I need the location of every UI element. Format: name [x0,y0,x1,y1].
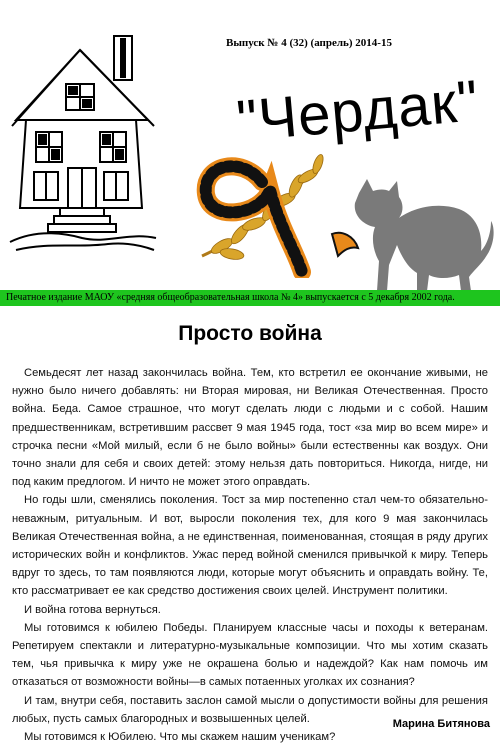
issue-line: Выпуск № 4 (32) (апрель) 2014-15 [226,37,392,49]
house-icon [8,28,158,258]
paragraph: Мы готовимся к Юбилею. Что мы скажем нашим ученикам? [24,731,336,744]
paragraph: Семьдесят лет назад закончилась война. Тем, кто встретил ее окончание живыми, не нужно было ничего добавлять: ни Вторая мировая, ни Великая Отечественная. Просто война. Беда. Самое страшное, что могут сделать люди с людьми и с собой. Нашим предшественникам, встретившим рассвет 9 мая 1945 года, тост «за мир во всем мире» и строчка песни «Мой милый, если б не было войны» были естественны как воздух. Они точно знали для себя и своих детей: этому нельзя дать повториться. Никогда, нигде, ни под каким предлогом. И ничто не может этого оправдать. [12,367,488,489]
author-signature: Марина Битянова [392,718,490,730]
paragraph: И война готова вернуться. [24,603,161,616]
victory-9-ribbon-icon [182,138,362,278]
publisher-band: Печатное издание МАОУ «средняя общеобразовательная школа № 4» выпускается с 5 декабря 2002 года. [0,290,500,306]
masthead-title: "Чердак" [234,68,482,155]
paragraph: Но годы шли, сменялись поколения. Тост за мир постепенно стал чем-то обязательно-неважным, ритуальным. И вот, выросли поколения тех, для кого 9 мая закончилась Великая Отечественная война, а не единственная, поименованная, стоящая в ряду других исторических войн и конфликтов. Ужас перед войной сменился привычкой к миру. Теперь вдруг то здесь, то там появляются люди, которые могут объяснить и оправдать войну. Те, кто рассматривает ее как средство достижения своих целей. Инструмент политики. [12,494,488,598]
black-cat-icon [345,175,495,293]
article-body [12,364,488,746]
paragraph: И там, внутри себя, поставить заслон самой мысли о допустимости войны для решения любых, пусть самых благородных и возвышенных целей. [12,694,488,725]
paragraph: Мы готовимся к юбилею Победы. Планируем классные часы и походы к ветеранам. Репетируем спектакли и литературно-музыкальные композиции. Что мы хотим сказать тем, чья привычка к миру уже не окрашена болью и надеждой? Как нам помочь им отказаться от возможности войны—в самых потаенных уголках их сознания? [12,621,488,689]
article-title: Просто война [178,322,322,345]
